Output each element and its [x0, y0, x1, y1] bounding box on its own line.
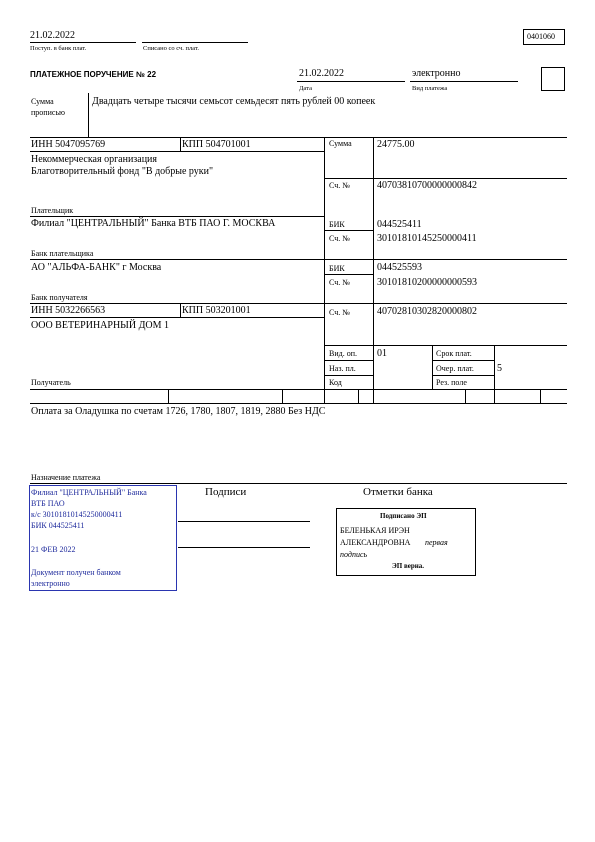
grid-line	[180, 137, 181, 151]
ep-title: Подписано ЭП	[380, 512, 427, 520]
op-type: 01	[377, 348, 387, 359]
priority: 5	[497, 363, 502, 374]
grid-line	[324, 137, 325, 403]
bank-stamp-line2: ВТБ ПАО	[31, 499, 65, 508]
grid-line	[432, 375, 494, 376]
payer-account-label: Сч. №	[329, 181, 350, 190]
amount-words: Двадцать четыре тысячи семьсот семьдесят пять рублей 00 копеек	[92, 96, 376, 107]
payer-name-2: Благотворительный фонд "В добрые руки"	[31, 166, 214, 177]
payee-name: ООО ВЕТЕРИНАРНЫЙ ДОМ 1	[31, 320, 170, 331]
grid-line	[373, 137, 374, 403]
payee-bank-bik: 044525593	[377, 262, 422, 273]
order-date: 21.02.2022	[299, 68, 344, 79]
sum-label: Сумма	[329, 139, 352, 148]
payer-bank-account-label: Сч. №	[329, 234, 350, 243]
priority-label: Очер. плат.	[436, 364, 474, 373]
received-label: Поступ. в банк плат.	[30, 45, 87, 52]
form-code-box	[523, 29, 565, 45]
signature-line-2	[178, 547, 310, 548]
grid-line	[30, 303, 567, 304]
status-box	[541, 67, 565, 91]
payee-account-label: Сч. №	[329, 308, 350, 317]
ep-role-2: подпись	[340, 550, 368, 559]
purpose-code-label: Наз. пл.	[329, 364, 356, 373]
grid-line	[494, 345, 495, 403]
payee-bank-name: АО "АЛЬФА-БАНК" г Москва	[31, 262, 162, 273]
debited-date-underline	[142, 42, 248, 43]
grid-line	[432, 360, 494, 361]
payer-bank-name: Филиал "ЦЕНТРАЛЬНЫЙ" Банка ВТБ ПАО Г. МОСКВА	[31, 218, 276, 229]
payer-inn: ИНН 5047095769	[31, 139, 106, 150]
amount-words-label-1: Сумма	[31, 97, 54, 106]
grid-line	[30, 151, 324, 152]
payment-type-label: Вид платежа	[412, 85, 448, 92]
grid-line	[540, 389, 541, 403]
grid-line	[168, 389, 169, 403]
payer-label: Плательщик	[31, 206, 74, 215]
grid-line	[324, 178, 567, 179]
payer-bank-bik-label: БИК	[329, 220, 345, 229]
order-date-underline	[297, 81, 405, 82]
grid-line	[180, 303, 181, 317]
grid-line	[30, 216, 324, 217]
form-code: 0401060	[527, 32, 555, 41]
payment-type-underline	[410, 81, 518, 82]
purpose-text: Оплата за Оладушка по счетам 1726, 1780, 1807, 1819, 2880 Без НДС	[31, 406, 326, 417]
grid-line	[30, 259, 567, 260]
purpose-divider	[30, 483, 567, 484]
grid-line	[432, 345, 433, 389]
bank-stamp-note-1: Документ получен банком	[31, 568, 121, 577]
payer-name-1: Некоммерческая организация	[31, 154, 158, 165]
payee-bank-label: Банк получателя	[31, 293, 88, 302]
due-label: Срок плат.	[436, 349, 472, 358]
grid-line	[30, 137, 567, 138]
ep-signer-1: БЕЛЕНЬКАЯ ИРЭН	[340, 526, 410, 535]
payee-bank-account: 30101810200000000593	[377, 277, 477, 288]
amount-words-divider	[88, 93, 89, 137]
code-label: Код	[329, 378, 342, 387]
grid-line	[324, 375, 373, 376]
purpose-label: Назначение платежа	[31, 473, 101, 482]
page-title: ПЛАТЕЖНОЕ ПОРУЧЕНИЕ № 22	[30, 70, 157, 79]
bank-stamp-line3: к/с 30101810145250000411	[31, 510, 123, 519]
payee-kpp: КПП 503201001	[182, 305, 251, 316]
debited-label: Списано со сч. плат.	[143, 45, 199, 52]
grid-line	[30, 317, 324, 318]
reserved-label: Рез. поле	[436, 378, 467, 387]
ep-role-1: первая	[425, 538, 448, 547]
bank-stamp-line1: Филиал "ЦЕНТРАЛЬНЫЙ" Банка	[31, 488, 147, 497]
payee-label: Получатель	[31, 378, 71, 387]
grid-line	[324, 345, 567, 346]
bank-stamp-note-2: электронно	[31, 579, 70, 588]
signature-line-1	[178, 521, 310, 522]
payee-bank-account-label: Сч. №	[329, 278, 350, 287]
payee-bank-bik-label: БИК	[329, 264, 345, 273]
grid-line	[465, 389, 466, 403]
grid-line	[358, 389, 359, 403]
grid-line	[30, 389, 567, 390]
grid-line	[324, 274, 373, 275]
sum-value: 24775.00	[377, 139, 415, 150]
received-date: 21.02.2022	[30, 30, 75, 41]
payment-type: электронно	[412, 68, 461, 79]
bank-stamp-line4: БИК 044525411	[31, 521, 85, 530]
bank-marks-label: Отметки банка	[363, 486, 433, 498]
received-date-underline	[30, 42, 136, 43]
grid-line	[30, 403, 567, 404]
payer-bank-label: Банк плательщика	[31, 249, 94, 258]
order-date-label: Дата	[299, 85, 312, 92]
grid-line	[324, 230, 373, 231]
op-type-label: Вид. оп.	[329, 349, 357, 358]
payer-bank-bik: 044525411	[377, 219, 422, 230]
payee-account: 40702810302820000802	[377, 306, 477, 317]
bank-stamp-date: 21 ФЕВ 2022	[31, 545, 76, 554]
grid-line	[324, 360, 373, 361]
signatures-label: Подписи	[205, 486, 247, 498]
grid-line	[282, 389, 283, 403]
ep-signer-2: АЛЕКСАНДРОВНА	[340, 538, 411, 547]
payer-bank-account: 30101810145250000411	[377, 233, 477, 244]
payer-kpp: КПП 504701001	[182, 139, 251, 150]
ep-verified: ЭП верна.	[392, 562, 425, 570]
payee-inn: ИНН 5032266563	[31, 305, 106, 316]
payer-account: 40703810700000000842	[377, 180, 477, 191]
amount-words-label-2: прописью	[31, 108, 66, 117]
